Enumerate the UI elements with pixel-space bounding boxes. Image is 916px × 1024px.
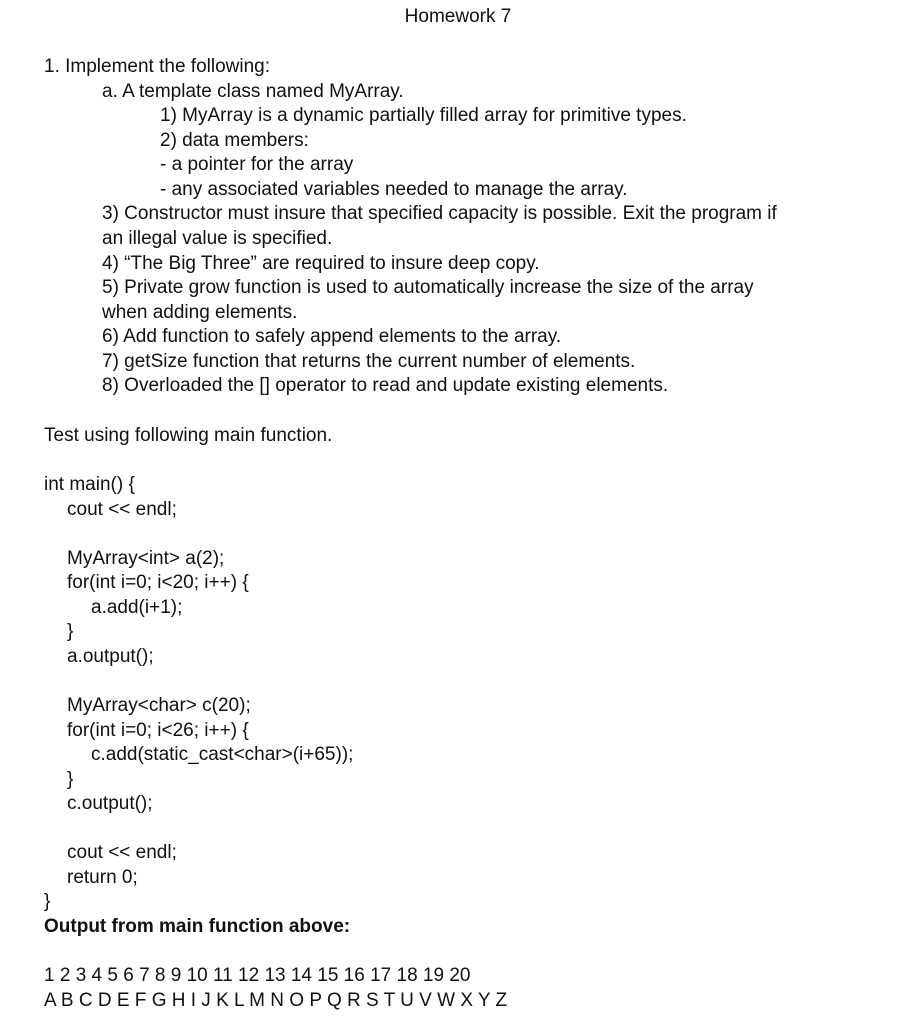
- code-line: c.add(static_cast<char>(i+65));: [91, 744, 354, 765]
- instruction-line: an illegal value is specified.: [102, 228, 333, 249]
- test-intro: Test using following main function.: [44, 425, 333, 446]
- instruction-line: 1) MyArray is a dynamic partially filled array for primitive types.: [160, 105, 687, 126]
- code-line: MyArray<char> c(20);: [67, 695, 251, 716]
- instruction-line: - any associated variables needed to manage the array.: [160, 179, 628, 200]
- code-line: for(int i=0; i<20; i++) {: [67, 572, 249, 593]
- code-line: c.output();: [67, 793, 153, 814]
- page-title: Homework 7: [404, 6, 512, 27]
- instruction-line: 4) “The Big Three” are required to insure deep copy.: [102, 253, 540, 274]
- output-heading: Output from main function above:: [44, 916, 351, 937]
- code-line: a.output();: [67, 646, 154, 667]
- instruction-line: 3) Constructor must insure that specified capacity is possible. Exit the program if: [102, 203, 777, 224]
- code-line: }: [67, 621, 74, 642]
- instruction-line: a. A template class named MyArray.: [102, 81, 404, 102]
- code-line: int main() {: [44, 474, 135, 495]
- output-line-letters: A B C D E F G H I J K L M N O P Q R S T U V W X Y Z: [44, 990, 508, 1011]
- code-line: for(int i=0; i<26; i++) {: [67, 720, 249, 741]
- instruction-line: 7) getSize function that returns the current number of elements.: [102, 351, 636, 372]
- instruction-line: 1. Implement the following:: [44, 56, 271, 77]
- code-line: cout << endl;: [67, 842, 177, 863]
- code-line: a.add(i+1);: [91, 597, 183, 618]
- code-line: }: [44, 891, 51, 912]
- instruction-line: 8) Overloaded the [] operator to read and update existing elements.: [102, 375, 669, 396]
- code-line: return 0;: [67, 867, 138, 888]
- code-line: cout << endl;: [67, 499, 177, 520]
- instruction-line: - a pointer for the array: [160, 154, 354, 175]
- instruction-line: 2) data members:: [160, 130, 309, 151]
- instruction-line: 6) Add function to safely append elements to the array.: [102, 326, 562, 347]
- code-line: }: [67, 769, 74, 790]
- instruction-line: when adding elements.: [102, 302, 298, 323]
- output-line-numbers: 1 2 3 4 5 6 7 8 9 10 11 12 13 14 15 16 17 18 19 20: [44, 965, 471, 986]
- code-line: MyArray<int> a(2);: [67, 548, 225, 569]
- instruction-line: 5) Private grow function is used to automatically increase the size of the array: [102, 277, 754, 298]
